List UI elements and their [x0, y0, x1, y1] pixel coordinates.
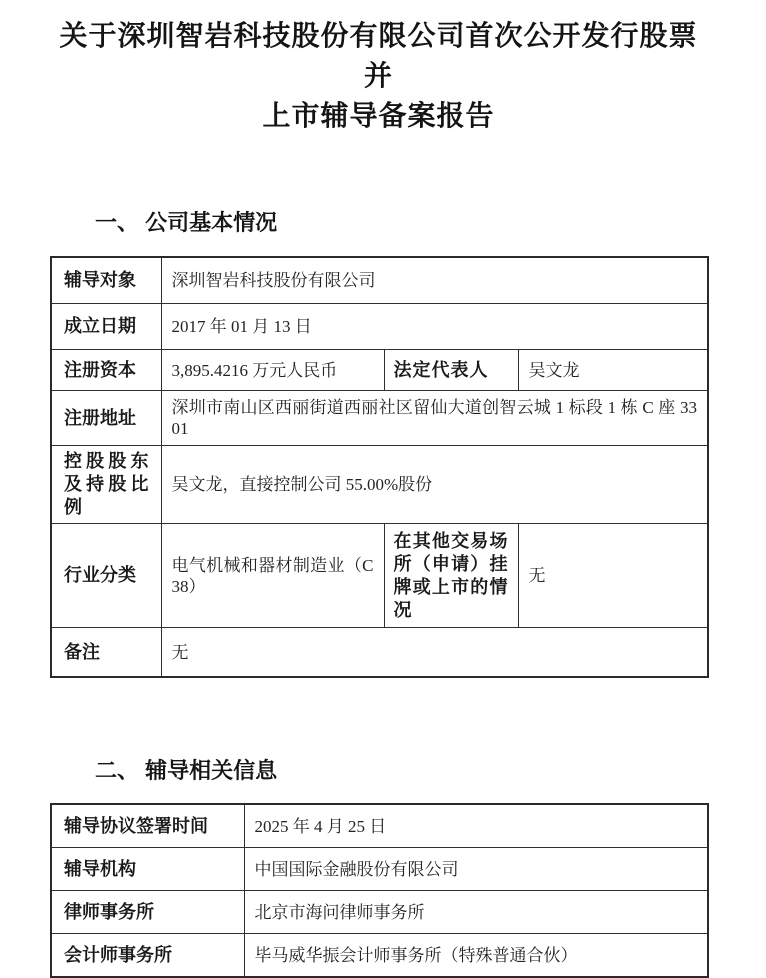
- document-title-line1: 关于深圳智岩科技股份有限公司首次公开发行股票并: [59, 20, 698, 91]
- value-legal-representative: 吴文龙: [518, 350, 708, 391]
- table-row: [51, 524, 708, 628]
- label-legal-representative: 法定代表人: [384, 350, 518, 391]
- value-remarks: 无: [161, 628, 708, 678]
- value-accounting-firm: 毕马威华振会计师事务所（特殊普通合伙）: [244, 934, 708, 978]
- table-row: [51, 848, 708, 891]
- label-remarks: 备注: [51, 628, 161, 678]
- label-industry-classification: 行业分类: [51, 524, 161, 628]
- coaching-info-table: [50, 803, 709, 978]
- table-row: [51, 391, 708, 446]
- table-row: [51, 934, 708, 978]
- table-row: [51, 257, 708, 304]
- value-industry-classification: 电气机械和器材制造业（C38）: [161, 524, 384, 628]
- label-other-listing-status: 在其他交易场所（申请）挂牌或上市的情况: [384, 524, 518, 628]
- value-controlling-shareholder: 吴文龙，直接控制公司 55.00%股份: [161, 446, 708, 524]
- section-heading-coaching-info: 二、 辅导相关信息: [95, 758, 278, 783]
- label-accounting-firm: 会计师事务所: [51, 934, 244, 978]
- table-row: [51, 304, 708, 350]
- table-row: [51, 891, 708, 934]
- document-title-line2: 上市辅导备案报告: [262, 100, 495, 131]
- company-basic-info-table: [50, 256, 709, 678]
- value-coaching-target: 深圳智岩科技股份有限公司: [161, 257, 708, 304]
- label-controlling-shareholder: 控股股东及持股比例: [51, 446, 161, 524]
- label-registered-address: 注册地址: [51, 391, 161, 446]
- value-law-firm: 北京市海问律师事务所: [244, 891, 708, 934]
- table-row: [51, 350, 708, 391]
- label-law-firm: 律师事务所: [51, 891, 244, 934]
- value-other-listing-status: 无: [518, 524, 708, 628]
- label-coaching-target: 辅导对象: [51, 257, 161, 304]
- label-establishment-date: 成立日期: [51, 304, 161, 350]
- value-coaching-institution: 中国国际金融股份有限公司: [244, 848, 708, 891]
- label-coaching-institution: 辅导机构: [51, 848, 244, 891]
- table-row: [51, 628, 708, 678]
- label-registered-capital: 注册资本: [51, 350, 161, 391]
- document-title: [50, 16, 707, 136]
- table-row: [51, 446, 708, 524]
- value-registered-capital: 3,895.4216 万元人民币: [161, 350, 384, 391]
- value-registered-address: 深圳市南山区西丽街道西丽社区留仙大道创智云城 1 标段 1 栋 C 座 3301: [161, 391, 708, 446]
- label-agreement-signing-date: 辅导协议签署时间: [51, 804, 244, 848]
- value-establishment-date: 2017 年 01 月 13 日: [161, 304, 708, 350]
- section-heading-company-basic-info: 一、 公司基本情况: [95, 210, 278, 235]
- value-agreement-signing-date: 2025 年 4 月 25 日: [244, 804, 708, 848]
- table-row: [51, 804, 708, 848]
